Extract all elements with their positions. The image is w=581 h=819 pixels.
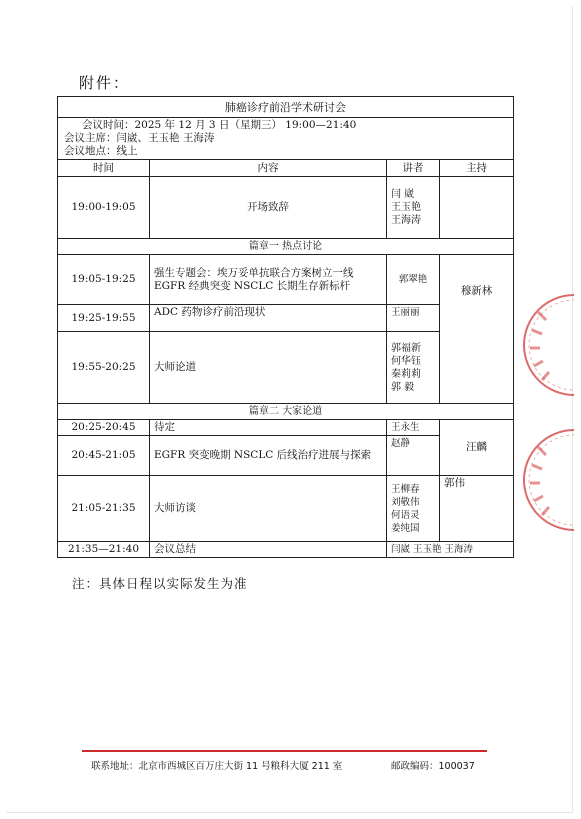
- footer-zip: 邮政编码：100037: [391, 761, 475, 772]
- row-content: 开场致辞: [150, 177, 387, 239]
- row-speakers: [387, 476, 440, 542]
- attachment-label: 附件：: [79, 74, 131, 92]
- row-host-empty: [440, 177, 514, 239]
- row-speakers: [387, 177, 440, 239]
- header-content: 内容: [150, 160, 387, 177]
- row-speaker: 王永生: [387, 420, 440, 436]
- row-time: 20:45-21:05: [58, 436, 150, 476]
- host-cell: [440, 255, 514, 404]
- section-row: [58, 239, 514, 255]
- speaker-name: 郭 毅: [391, 381, 415, 393]
- header-time: 时间: [58, 160, 150, 177]
- conference-meta: [58, 118, 514, 160]
- row-content: 会议总结: [150, 542, 387, 558]
- row-time: 20:25-20:45: [58, 420, 150, 436]
- row-speakers: [387, 332, 440, 404]
- row-speaker: 郭翠艳: [387, 255, 440, 305]
- seal-stamp-icon: [508, 290, 574, 400]
- speaker-name: 姜纯国: [391, 522, 420, 534]
- title-row: [58, 97, 514, 118]
- section-row: [58, 404, 514, 420]
- footer-address: 联系地址：北京市西城区百万庄大街 11 号粮科大厦 211 室: [91, 761, 343, 772]
- row-speaker: 闫崴 王玉艳 王海涛: [387, 542, 514, 558]
- speaker-name: 何华钰: [391, 355, 421, 367]
- table-row: [58, 255, 514, 305]
- row-host: 郭伟: [440, 476, 514, 542]
- row-content: 强生专题会：埃万妥单抗联合方案树立一线 EGFR 经典突变 NSCLC 长期生存新标杆: [150, 255, 387, 305]
- row-content: ADC 药物诊疗前沿现状: [150, 305, 387, 332]
- table-row: [58, 420, 514, 436]
- schedule-note: 注：具体日程以实际发生为准: [72, 576, 248, 591]
- footer: [91, 758, 475, 772]
- speaker-name: 刘敬伟: [391, 496, 420, 508]
- table-row: [58, 542, 514, 558]
- table-row: [58, 476, 514, 542]
- host-name: 汪麟: [466, 441, 487, 453]
- seal-stamp-icon: [508, 425, 574, 535]
- row-time: 21:35—21:40: [58, 542, 150, 558]
- section-title: 篇章一 热点讨论: [58, 239, 514, 255]
- speaker-name: 闫 崴: [391, 189, 415, 200]
- row-content: 大师访谈: [150, 476, 387, 542]
- row-time: 19:25-19:55: [58, 305, 150, 332]
- row-speaker: 王丽丽: [387, 305, 440, 332]
- row-content: EGFR 突变晚期 NSCLC 后线治疗进展与探索: [150, 436, 387, 476]
- row-content: 待定: [150, 420, 387, 436]
- meeting-time: 会议时间：2025 年 12 月 3 日（星期三） 19:00—21:40: [82, 119, 357, 131]
- row-content: 大师论道: [150, 332, 387, 404]
- row-speaker: 赵静: [387, 436, 440, 476]
- conference-title: 肺癌诊疗前沿学术研讨会: [58, 97, 514, 118]
- speaker-name: 王柳春: [391, 483, 420, 495]
- row-time: 19:05-19:25: [58, 255, 150, 305]
- row-time: 21:05-21:35: [58, 476, 150, 542]
- speaker-name: 郭福新: [391, 342, 421, 354]
- host-cell: [440, 420, 514, 476]
- agenda-table: [57, 96, 514, 558]
- header-host: 主持: [440, 160, 514, 177]
- section-title: 篇章二 大家论道: [58, 404, 514, 420]
- footer-divider: [82, 750, 487, 752]
- meeting-venue: 会议地点：线上: [64, 145, 138, 157]
- header-row: [58, 160, 514, 177]
- speaker-name: 王海涛: [391, 215, 421, 226]
- header-speaker: 讲者: [387, 160, 440, 177]
- host-name: 穆新林: [460, 285, 493, 297]
- speaker-name: 何语灵: [391, 509, 420, 521]
- speaker-name: 王玉艳: [391, 202, 421, 213]
- meta-row: [58, 118, 514, 160]
- speaker-name: 秦莉莉: [391, 368, 421, 380]
- table-row: [58, 177, 514, 239]
- meeting-chair: 会议主席：闫崴、王玉艳 王海涛: [64, 132, 215, 144]
- row-time: 19:55-20:25: [58, 332, 150, 404]
- row-time: 19:00-19:05: [58, 177, 150, 239]
